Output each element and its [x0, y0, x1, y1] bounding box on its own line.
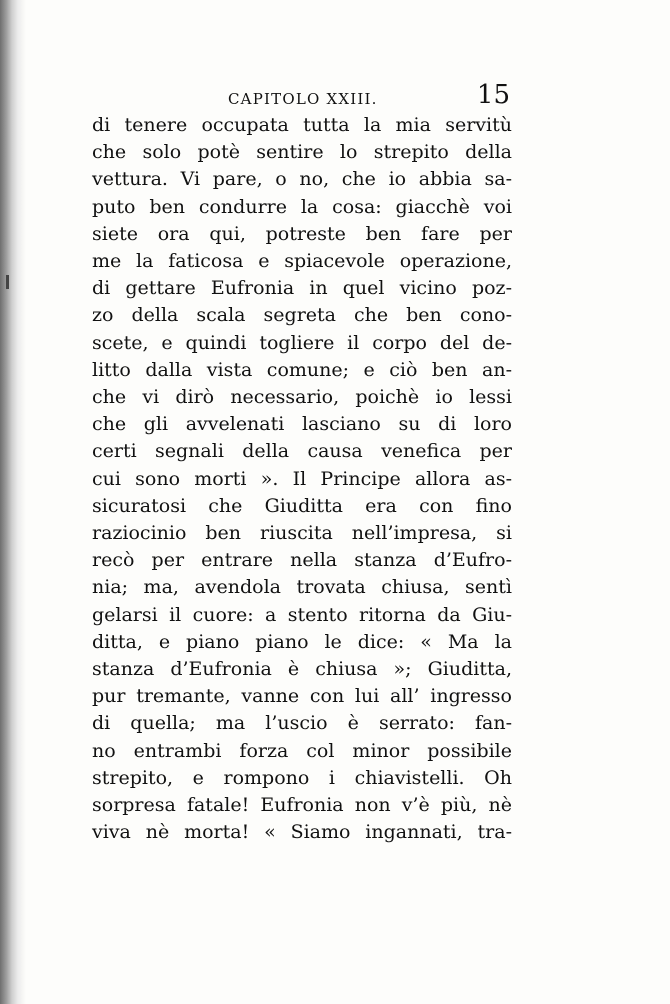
text-line: me la faticosa e spiacevole operazione,: [92, 250, 512, 273]
text-line: zo della scala segreta che ben cono-: [92, 304, 512, 327]
text-line: puto ben condurre la cosa: giacchè voi: [92, 195, 512, 218]
body-text: [92, 112, 512, 846]
text-line: che solo potè sentire lo strepito della: [92, 141, 512, 164]
text-line: sorpresa fatale! Eufronia non v’è più, nè: [92, 794, 512, 817]
page-number: 15: [476, 80, 510, 110]
text-line: strepito, e rompono i chiavistelli. Oh: [92, 766, 512, 789]
text-line: litto dalla vista comune; e ciò ben an-: [92, 358, 512, 381]
running-head: CAPITOLO XXIII.: [228, 90, 378, 108]
text-line: scete, e quindi togliere il corpo del de-: [92, 331, 512, 354]
text-line: sicuratosi che Giuditta era con fino: [92, 494, 512, 517]
text-line: di tenere occupata tutta la mia servitù: [92, 114, 512, 136]
text-line: pur tremante, vanne con lui all’ ingresso: [92, 685, 512, 708]
text-line: di quella; ma l’uscio è serrato: fan-: [92, 712, 512, 735]
text-line: stanza d’Eufronia è chiusa »; Giuditta,: [92, 658, 512, 681]
text-line: vettura. Vi pare, o no, che io abbia sa-: [92, 168, 512, 191]
text-line: gelarsi il cuore: a stento ritorna da Giu-: [92, 603, 512, 626]
page-gutter-shadow: [0, 0, 26, 1004]
text-line: raziocinio ben riuscita nell’impresa, si: [92, 522, 512, 545]
text-line: che vi dirò necessario, poichè io lessi: [92, 386, 512, 409]
text-line: nia; ma, avendola trovata chiusa, sentì: [92, 576, 512, 599]
text-line: ditta, e piano piano le dice: « Ma la: [92, 630, 512, 653]
text-line: siete ora qui, potreste ben fare per: [92, 222, 512, 245]
text-line: di gettare Eufronia in quel vicino poz-: [92, 277, 512, 300]
text-line: che gli avvelenati lasciano su di loro: [92, 413, 512, 436]
text-line: certi segnali della causa venefica per: [92, 440, 512, 463]
text-line: viva nè morta! « Siamo ingannati, tra-: [92, 821, 512, 844]
page-edge-mark: [6, 275, 9, 289]
text-line: recò per entrare nella stanza d’Eufro-: [92, 549, 512, 572]
text-line: no entrambi forza col minor possibile: [92, 739, 512, 762]
text-line: cui sono morti ». Il Principe allora as-: [92, 467, 512, 490]
